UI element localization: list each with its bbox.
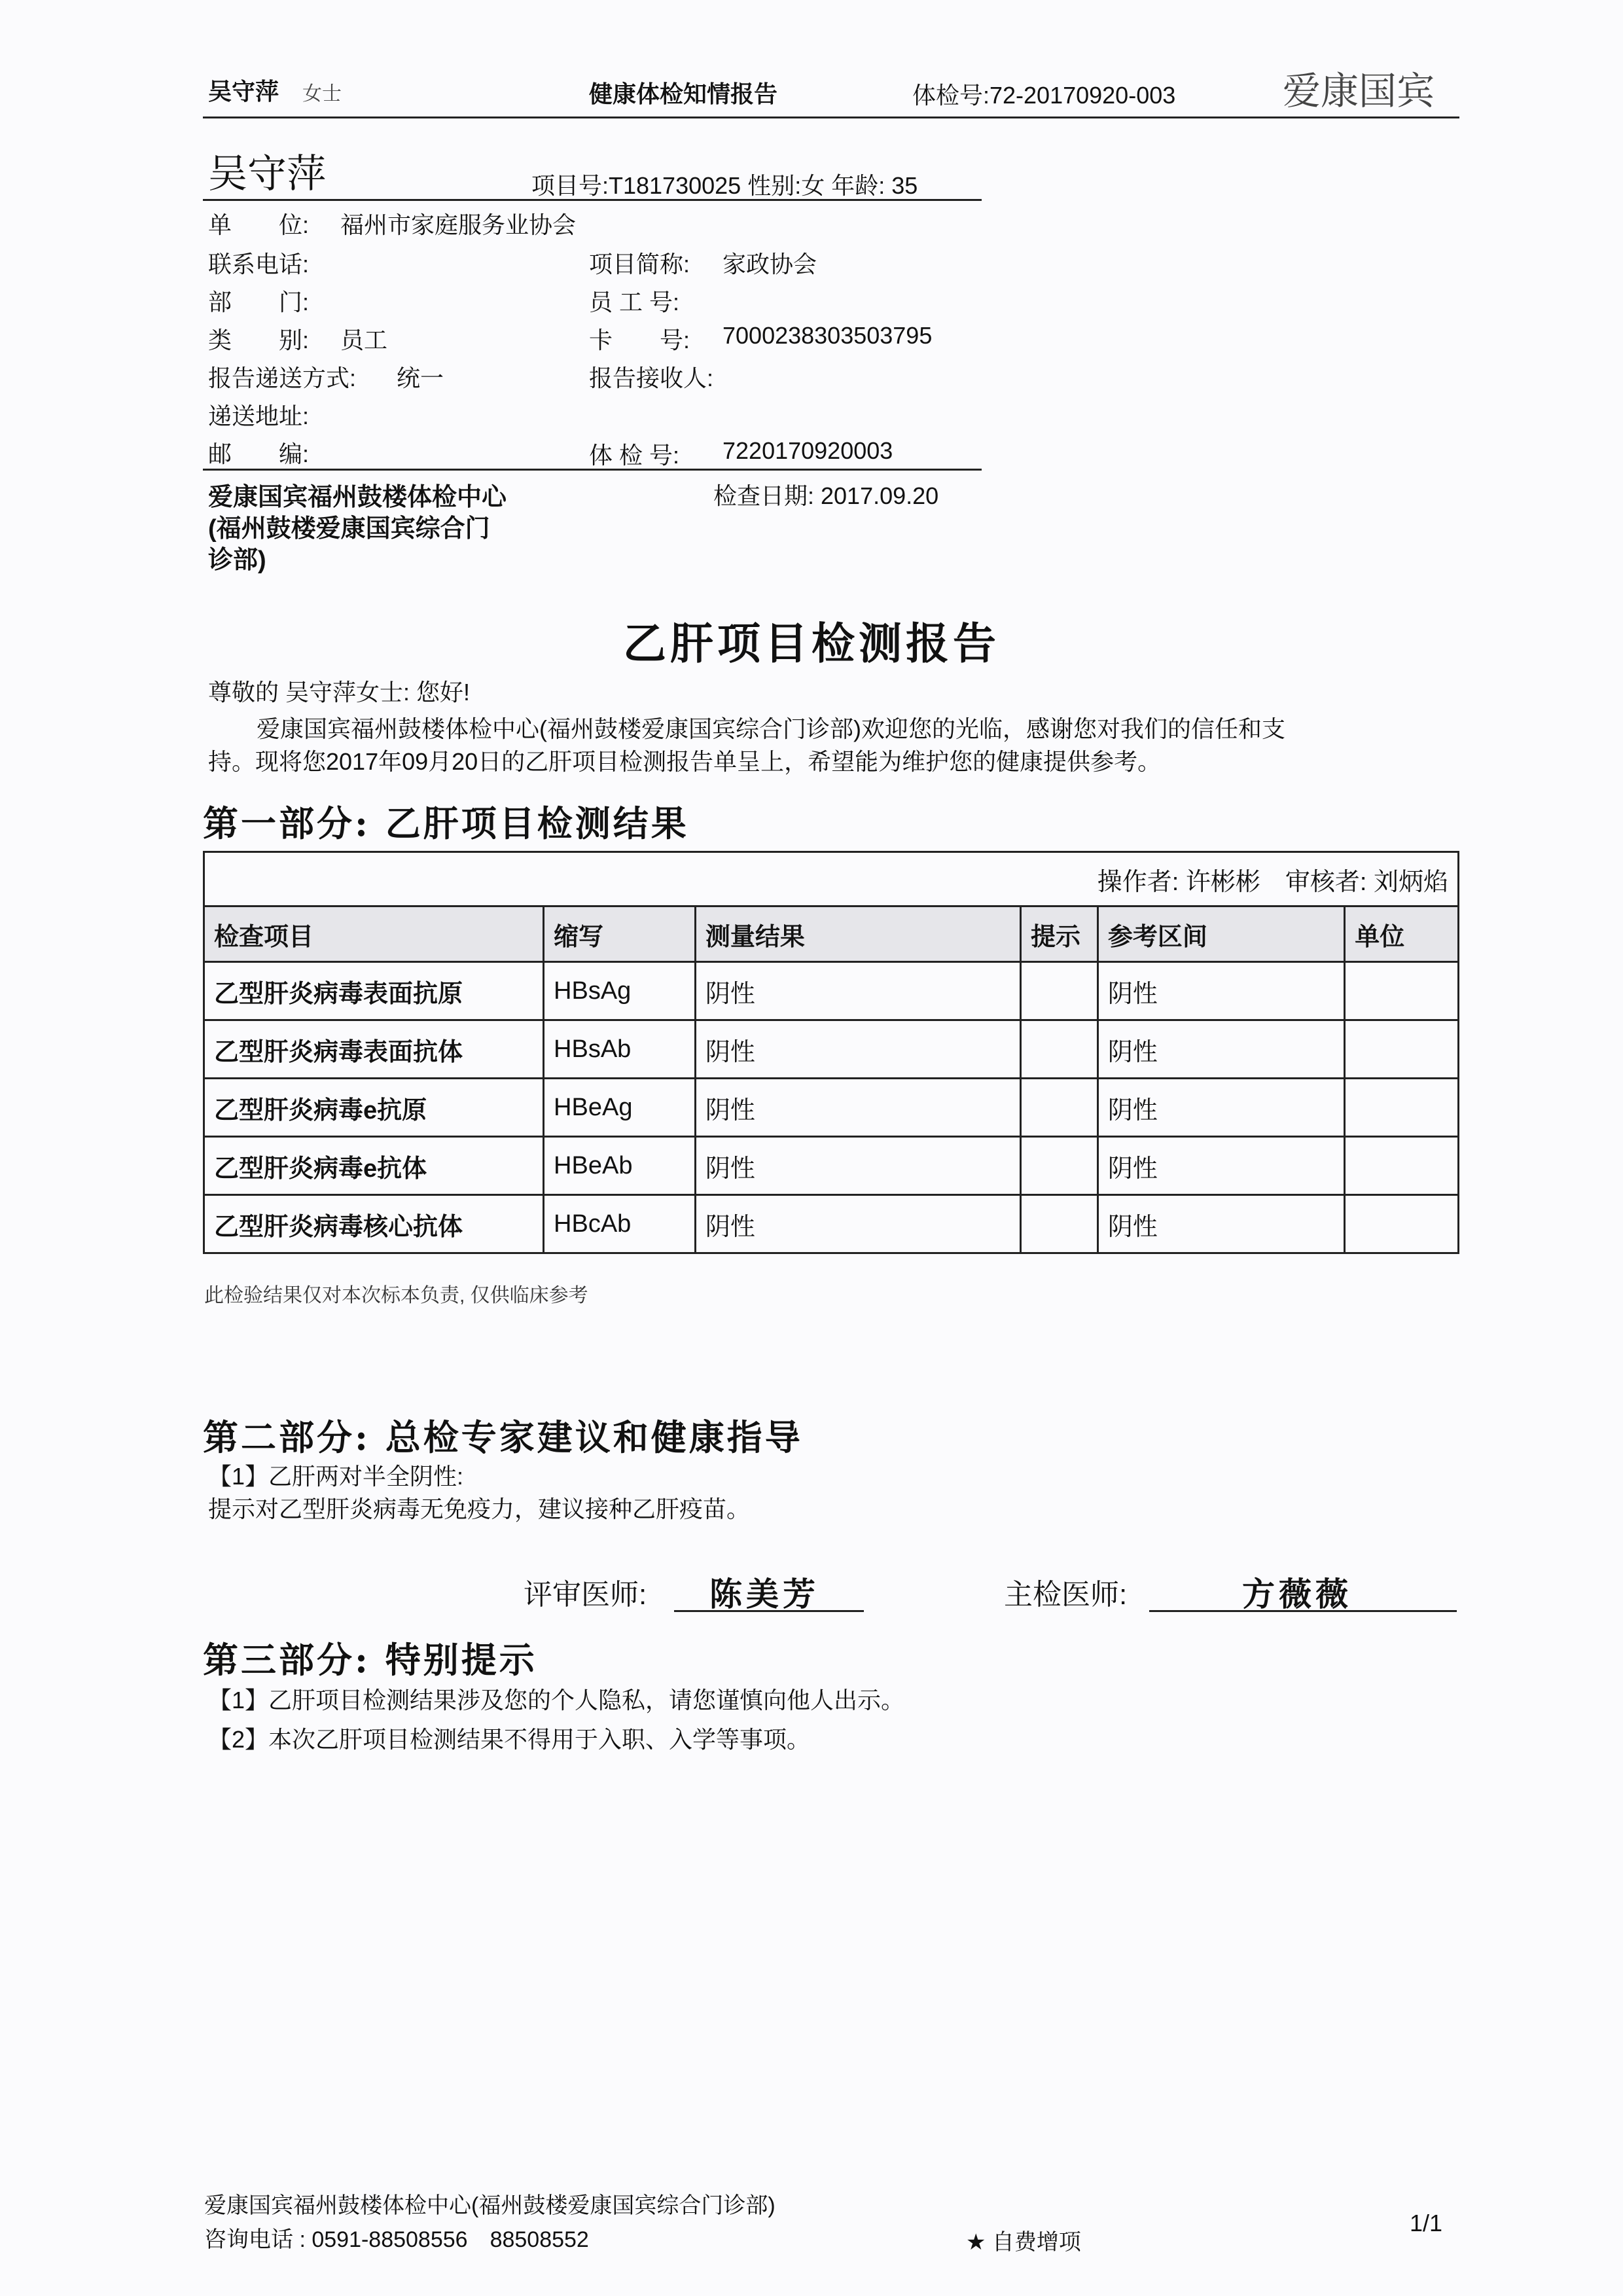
cell-result: 阴性 xyxy=(695,1137,1020,1195)
unit-label: 单 位: xyxy=(208,211,310,238)
header-patient-name: 吴守萍 xyxy=(208,78,279,105)
part3-title: 第三部分: 特别提示 xyxy=(203,1639,537,1681)
info-bottom-rule xyxy=(203,469,982,471)
cell-abbr: HBeAb xyxy=(544,1137,696,1195)
center-name-line2: (福州鼓楼爱康国宾综合门 xyxy=(208,515,490,543)
header-exam-no: 体检号:72-20170920-003 xyxy=(912,82,1176,109)
cell-result: 阴性 xyxy=(695,962,1020,1020)
part1-title: 第一部分: 乙肝项目检测结果 xyxy=(203,802,689,844)
advice-item-1-detail: 提示对乙型肝炎病毒无免疫力，建议接种乙肝疫苗。 xyxy=(208,1496,751,1522)
report-title: 乙肝项目检测报告 xyxy=(623,618,1000,669)
cell-ref: 阴性 xyxy=(1097,1137,1344,1195)
cell-hint xyxy=(1020,1195,1097,1253)
results-note: 此检验结果仅对本次标本负责, 仅供临床参考 xyxy=(204,1285,588,1306)
table-row xyxy=(204,1020,1459,1079)
col-header-result: 测量结果 xyxy=(695,906,1020,962)
cell-result: 阴性 xyxy=(695,1020,1020,1079)
category-value: 员工 xyxy=(340,327,388,353)
cell-item: 乙型肝炎病毒表面抗原 xyxy=(204,962,544,1020)
header-divider xyxy=(203,117,1459,118)
project-short-value: 家政协会 xyxy=(722,251,817,278)
header-report-type: 健康体检知情报告 xyxy=(589,81,778,107)
brand-logo: 爱康国宾 xyxy=(1283,70,1435,113)
exam-no-label: 体 检 号: xyxy=(589,442,680,469)
cell-unit xyxy=(1345,1020,1459,1079)
delivery-method-value: 统一 xyxy=(397,365,444,391)
page-number: 1/1 xyxy=(1410,2210,1443,2236)
center-name-line3: 诊部) xyxy=(208,547,266,574)
col-header-abbr: 缩写 xyxy=(544,906,696,962)
dept-label: 部 门: xyxy=(208,289,310,315)
chief-signature: 方薇薇 xyxy=(1242,1575,1352,1613)
unit-value: 福州市家庭服务业协会 xyxy=(340,211,577,238)
card-label: 卡 号: xyxy=(589,327,690,353)
cell-hint xyxy=(1020,962,1097,1020)
operators: 操作者: 许彬彬 审核者: 刘炳焰 xyxy=(204,852,1459,906)
footer-center-name: 爱康国宾福州鼓楼体检中心(福州鼓楼爱康国宾综合门诊部) xyxy=(204,2193,776,2218)
cell-abbr: HBsAg xyxy=(544,962,696,1020)
special-note-1: 【1】乙肝项目检测结果涉及您的个人隐私，请您谨慎向他人出示。 xyxy=(208,1687,905,1713)
reviewer-signature: 陈美芳 xyxy=(709,1575,819,1613)
cell-item: 乙型肝炎病毒e抗原 xyxy=(204,1079,544,1137)
header-honorific: 女士 xyxy=(302,83,342,105)
table-row xyxy=(204,1137,1459,1195)
cell-abbr: HBeAg xyxy=(544,1079,696,1137)
cell-result: 阴性 xyxy=(695,1079,1020,1137)
col-header-ref: 参考区间 xyxy=(1097,906,1344,962)
project-short-label: 项目简称: xyxy=(589,251,690,278)
receiver-label: 报告接收人: xyxy=(589,365,714,391)
delivery-method-label: 报告递送方式: xyxy=(208,365,357,391)
cell-hint xyxy=(1020,1137,1097,1195)
cell-item: 乙型肝炎病毒核心抗体 xyxy=(204,1195,544,1253)
center-name-line1: 爱康国宾福州鼓楼体检中心 xyxy=(208,484,507,511)
category-label: 类 别: xyxy=(208,327,310,353)
card-value: 7000238303503795 xyxy=(722,322,933,349)
cell-hint xyxy=(1020,1079,1097,1137)
operators-row xyxy=(204,852,1459,906)
exam-no-value: 7220170920003 xyxy=(722,437,893,464)
footer-star-note: ★ 自费增项 xyxy=(966,2230,1081,2255)
table-row xyxy=(204,1195,1459,1253)
table-row xyxy=(204,962,1459,1020)
cell-hint xyxy=(1020,1020,1097,1079)
greeting: 尊敬的 吴守萍女士: 您好! xyxy=(208,679,471,706)
reviewer-sign-line xyxy=(674,1610,864,1612)
cell-unit xyxy=(1345,1079,1459,1137)
reviewer-label: 评审医师: xyxy=(524,1579,647,1611)
cell-unit xyxy=(1345,962,1459,1020)
postcode-label: 邮 编: xyxy=(208,440,310,467)
chief-label: 主检医师: xyxy=(1004,1579,1128,1611)
cell-item: 乙型肝炎病毒表面抗体 xyxy=(204,1020,544,1079)
results-table xyxy=(203,851,1459,1254)
table-header-row xyxy=(204,906,1459,962)
part2-title: 第二部分: 总检专家建议和健康指导 xyxy=(203,1416,803,1458)
chief-sign-line xyxy=(1149,1610,1457,1612)
table-row xyxy=(204,1079,1459,1137)
cell-abbr: HBsAb xyxy=(544,1020,696,1079)
col-header-hint: 提示 xyxy=(1020,906,1097,962)
intro-line-1: 爱康国宾福州鼓楼体检中心(福州鼓楼爱康国宾综合门诊部)欢迎您的光临，感谢您对我们的信任和支 xyxy=(257,715,1285,742)
col-header-unit: 单位 xyxy=(1345,906,1459,962)
advice-item-1: 【1】乙肝两对半全阴性: xyxy=(208,1463,464,1490)
cell-ref: 阴性 xyxy=(1097,1079,1344,1137)
col-header-item: 检查项目 xyxy=(204,906,544,962)
employee-no-label: 员 工 号: xyxy=(589,289,680,315)
delivery-address-label: 递送地址: xyxy=(208,403,310,429)
intro-line-2: 持。现将您2017年09月20日的乙肝项目检测报告单呈上，希望能为维护您的健康提供参考。 xyxy=(208,748,1162,775)
cell-ref: 阴性 xyxy=(1097,962,1344,1020)
special-note-2: 【2】本次乙肝项目检测结果不得用于入职、入学等事项。 xyxy=(208,1726,811,1753)
patient-name-large: 吴守萍 xyxy=(208,152,326,196)
cell-unit xyxy=(1345,1195,1459,1253)
cell-result: 阴性 xyxy=(695,1195,1020,1253)
footer-phone: 咨询电话 : 0591-88508556 88508552 xyxy=(204,2227,589,2252)
cell-unit xyxy=(1345,1137,1459,1195)
cell-ref: 阴性 xyxy=(1097,1020,1344,1079)
cell-ref: 阴性 xyxy=(1097,1195,1344,1253)
phone-label: 联系电话: xyxy=(208,251,310,278)
exam-date: 检查日期: 2017.09.20 xyxy=(713,482,939,509)
project-line: 项目号:T181730025 性别:女 年龄: 35 xyxy=(531,172,918,199)
info-top-rule xyxy=(203,199,982,201)
cell-item: 乙型肝炎病毒e抗体 xyxy=(204,1137,544,1195)
cell-abbr: HBcAb xyxy=(544,1195,696,1253)
